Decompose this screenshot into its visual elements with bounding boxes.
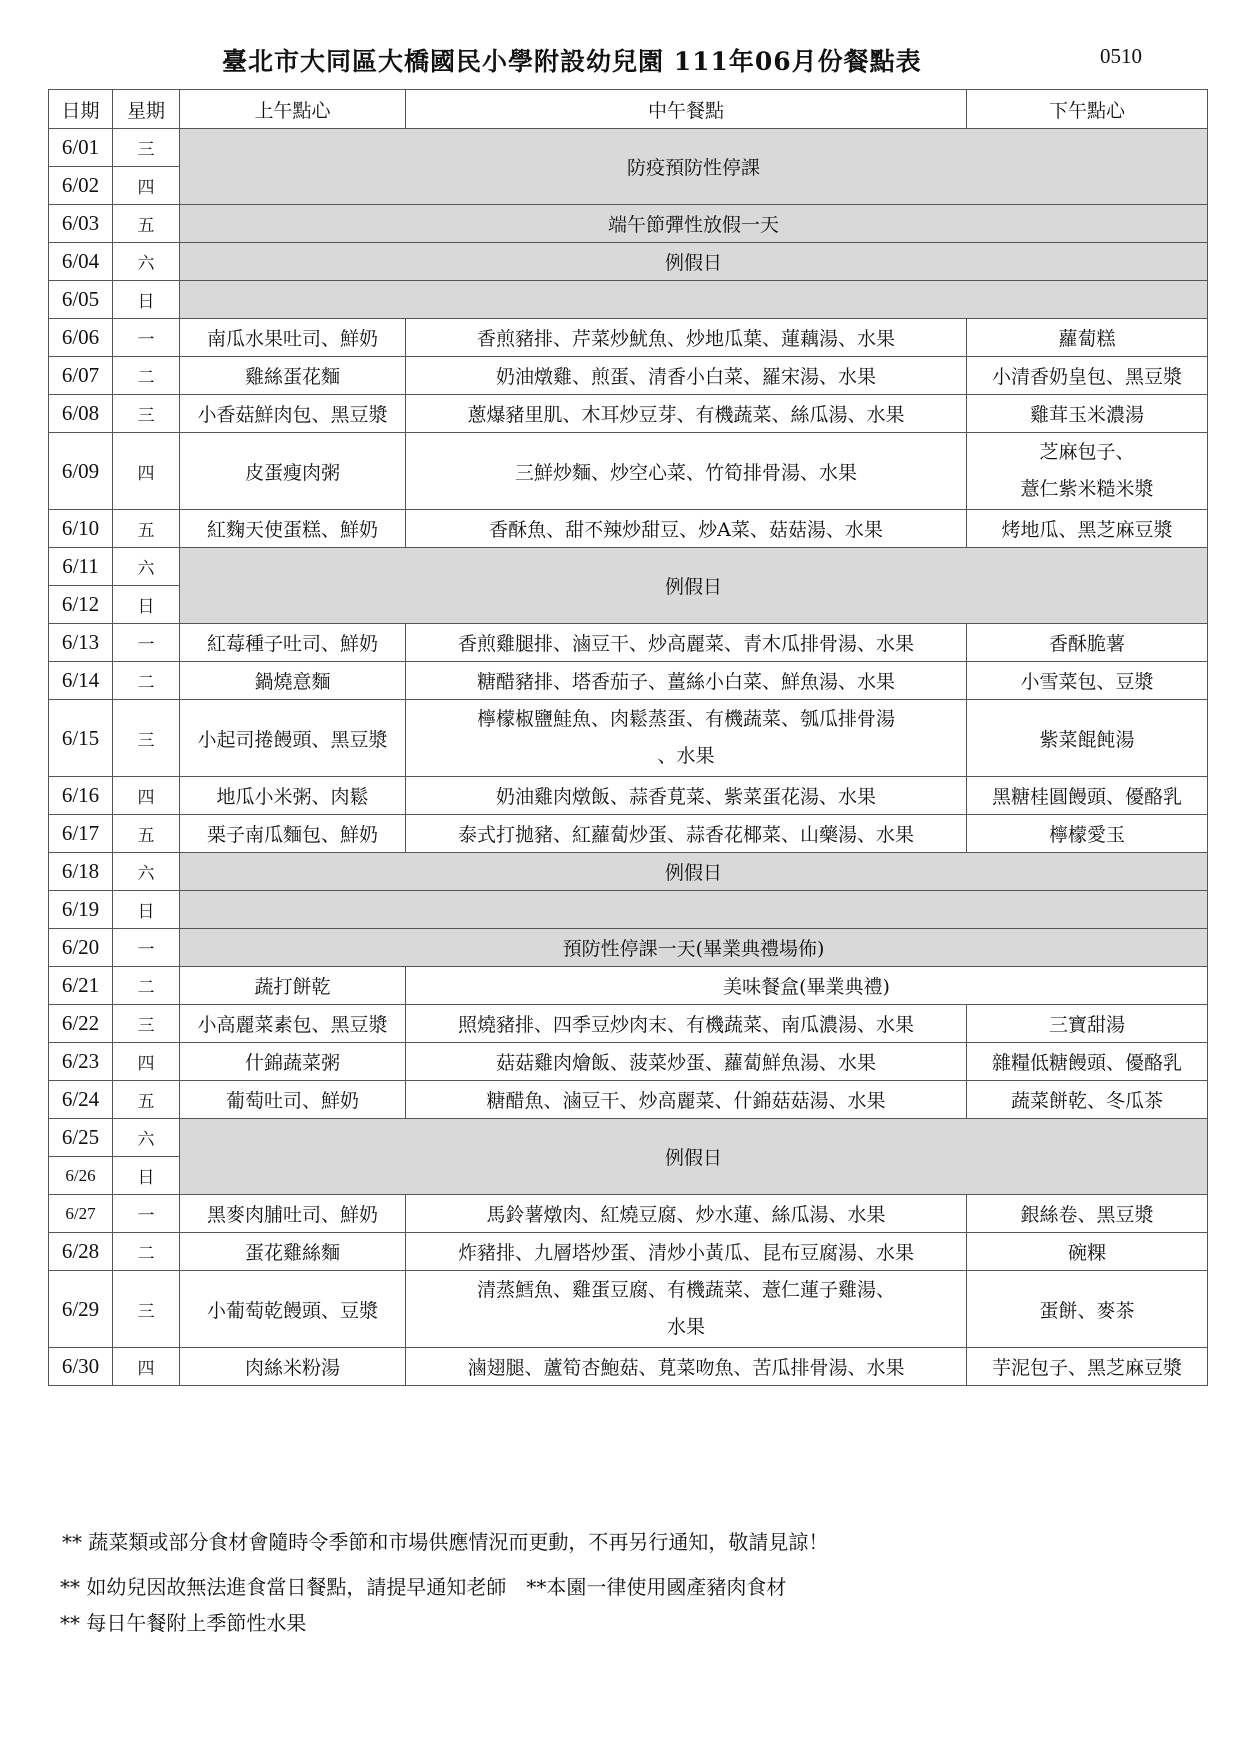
table-row xyxy=(49,853,1208,891)
weekday-cell: 四 xyxy=(113,167,180,205)
afternoon-line-1: 芝麻包子、 xyxy=(1039,441,1135,463)
morning-snack-cell: 地瓜小米粥、肉鬆 xyxy=(180,777,406,815)
weekday-cell: 三 xyxy=(113,129,180,167)
morning-snack-cell: 什錦蔬菜粥 xyxy=(180,1043,406,1081)
lunch-cell xyxy=(406,1271,967,1348)
weekday-cell: 二 xyxy=(113,662,180,700)
weekday-cell: 三 xyxy=(113,1005,180,1043)
morning-snack-cell: 鍋燒意麵 xyxy=(180,662,406,700)
date-cell: 6/10 xyxy=(49,510,113,548)
weekday-cell: 一 xyxy=(113,1195,180,1233)
table-row xyxy=(49,1081,1208,1119)
lunch-cell: 照燒豬排、四季豆炒肉末、有機蔬菜、南瓜濃湯、水果 xyxy=(406,1005,967,1043)
weekday-cell: 二 xyxy=(113,967,180,1005)
lunch-cell: 蔥爆豬里肌、木耳炒豆芽、有機蔬菜、絲瓜湯、水果 xyxy=(406,395,967,433)
closure-cell: 預防性停課一天(畢業典禮場佈) xyxy=(180,929,1208,967)
afternoon-snack-cell: 芋泥包子、黑芝麻豆漿 xyxy=(967,1348,1208,1386)
weekday-cell: 二 xyxy=(113,1233,180,1271)
col-header-morning-snack: 上午點心 xyxy=(180,90,406,129)
weekday-cell: 六 xyxy=(113,1119,180,1157)
afternoon-line-2: 薏仁紫米糙米漿 xyxy=(1020,478,1154,500)
weekday-cell: 五 xyxy=(113,815,180,853)
afternoon-snack-cell: 雞茸玉米濃湯 xyxy=(967,395,1208,433)
date-cell: 6/19 xyxy=(49,891,113,929)
weekday-cell: 三 xyxy=(113,700,180,777)
date-cell: 6/25 xyxy=(49,1119,113,1157)
lunch-line-2: 、水果 xyxy=(657,745,715,767)
afternoon-snack-cell: 烤地瓜、黑芝麻豆漿 xyxy=(967,510,1208,548)
weekday-cell: 六 xyxy=(113,548,180,586)
date-cell: 6/14 xyxy=(49,662,113,700)
morning-snack-cell: 小高麗菜素包、黑豆漿 xyxy=(180,1005,406,1043)
weekday-cell: 六 xyxy=(113,243,180,281)
col-header-date: 日期 xyxy=(49,90,113,129)
table-row xyxy=(49,319,1208,357)
date-cell: 6/05 xyxy=(49,281,113,319)
date-cell: 6/20 xyxy=(49,929,113,967)
afternoon-snack-cell: 碗粿 xyxy=(967,1233,1208,1271)
lunch-line-1: 清蒸鱈魚、雞蛋豆腐、有機蔬菜、薏仁蓮子雞湯、 xyxy=(476,1279,895,1301)
table-row xyxy=(49,891,1208,929)
lunch-cell: 泰式打拋豬、紅蘿蔔炒蛋、蒜香花椰菜、山藥湯、水果 xyxy=(406,815,967,853)
lunch-cell: 炸豬排、九層塔炒蛋、清炒小黃瓜、昆布豆腐湯、水果 xyxy=(406,1233,967,1271)
table-row xyxy=(49,1233,1208,1271)
morning-snack-cell: 蛋花雞絲麵 xyxy=(180,1233,406,1271)
menu-title: 臺北市大同區大橋國民小學附設幼兒園 111年06月份餐點表 xyxy=(222,47,922,76)
weekday-cell: 一 xyxy=(113,624,180,662)
lunch-cell xyxy=(406,700,967,777)
weekday-cell: 日 xyxy=(113,1157,180,1195)
date-cell: 6/30 xyxy=(49,1348,113,1386)
afternoon-snack-cell: 小雪菜包、豆漿 xyxy=(967,662,1208,700)
date-cell: 6/08 xyxy=(49,395,113,433)
date-cell: 6/01 xyxy=(49,129,113,167)
lunch-cell: 滷翅腿、蘆筍杏鮑菇、莧菜吻魚、苦瓜排骨湯、水果 xyxy=(406,1348,967,1386)
morning-snack-cell: 紅麴天使蛋糕、鮮奶 xyxy=(180,510,406,548)
weekday-cell: 三 xyxy=(113,1271,180,1348)
date-cell: 6/07 xyxy=(49,357,113,395)
date-cell: 6/28 xyxy=(49,1233,113,1271)
note-seasonal-changes: ** 蔬菜類或部分食材會隨時令季節和市場供應情況而更動，不再另行通知，敬請見諒！ xyxy=(62,1530,829,1554)
table-row xyxy=(49,1348,1208,1386)
col-header-afternoon-snack: 下午點心 xyxy=(967,90,1208,129)
closure-cell: 端午節彈性放假一天 xyxy=(180,205,1208,243)
weekday-cell: 日 xyxy=(113,891,180,929)
morning-snack-cell: 栗子南瓜麵包、鮮奶 xyxy=(180,815,406,853)
afternoon-snack-cell xyxy=(967,433,1208,510)
afternoon-snack-cell: 紫菜餛飩湯 xyxy=(967,700,1208,777)
morning-snack-cell: 葡萄吐司、鮮奶 xyxy=(180,1081,406,1119)
afternoon-snack-cell: 小清香奶皇包、黑豆漿 xyxy=(967,357,1208,395)
weekday-cell: 四 xyxy=(113,777,180,815)
date-cell: 6/13 xyxy=(49,624,113,662)
closure-cell: 例假日 xyxy=(180,853,1208,891)
morning-snack-cell: 小葡萄乾饅頭、豆漿 xyxy=(180,1271,406,1348)
lunch-cell: 美味餐盒(畢業典禮) xyxy=(406,967,1208,1005)
weekday-cell: 五 xyxy=(113,510,180,548)
date-cell: 6/18 xyxy=(49,853,113,891)
afternoon-snack-cell: 蘿蔔糕 xyxy=(967,319,1208,357)
weekday-cell: 二 xyxy=(113,357,180,395)
document-code: 0510 xyxy=(1100,44,1142,68)
table-row xyxy=(49,1043,1208,1081)
weekday-cell: 五 xyxy=(113,1081,180,1119)
morning-snack-cell: 皮蛋瘦肉粥 xyxy=(180,433,406,510)
table-row xyxy=(49,662,1208,700)
afternoon-snack-cell: 三寶甜湯 xyxy=(967,1005,1208,1043)
weekday-cell: 日 xyxy=(113,281,180,319)
table-row xyxy=(49,1005,1208,1043)
morning-snack-cell: 南瓜水果吐司、鮮奶 xyxy=(180,319,406,357)
afternoon-snack-cell: 檸檬愛玉 xyxy=(967,815,1208,853)
afternoon-snack-cell: 蔬菜餅乾、冬瓜茶 xyxy=(967,1081,1208,1119)
afternoon-snack-cell: 蛋餅、麥茶 xyxy=(967,1271,1208,1348)
morning-snack-cell: 小香菇鮮肉包、黑豆漿 xyxy=(180,395,406,433)
table-row xyxy=(49,624,1208,662)
closure-cell: 防疫預防性停課 xyxy=(180,129,1208,205)
weekday-cell: 三 xyxy=(113,395,180,433)
table-row xyxy=(49,967,1208,1005)
weekday-cell: 四 xyxy=(113,1348,180,1386)
date-cell: 6/02 xyxy=(49,167,113,205)
weekday-cell: 五 xyxy=(113,205,180,243)
table-row xyxy=(49,205,1208,243)
lunch-cell: 奶油雞肉燉飯、蒜香莧菜、紫菜蛋花湯、水果 xyxy=(406,777,967,815)
closure-cell: 例假日 xyxy=(180,243,1208,281)
weekday-cell: 一 xyxy=(113,319,180,357)
lunch-cell: 香煎豬排、芹菜炒魷魚、炒地瓜葉、蓮藕湯、水果 xyxy=(406,319,967,357)
morning-snack-cell: 黑麥肉脯吐司、鮮奶 xyxy=(180,1195,406,1233)
date-cell: 6/26 xyxy=(49,1157,113,1195)
table-row xyxy=(49,243,1208,281)
date-cell: 6/15 xyxy=(49,700,113,777)
morning-snack-cell: 肉絲米粉湯 xyxy=(180,1348,406,1386)
table-row xyxy=(49,929,1208,967)
table-row xyxy=(49,357,1208,395)
table-row xyxy=(49,433,1208,510)
date-cell: 6/21 xyxy=(49,967,113,1005)
col-header-lunch: 中午餐點 xyxy=(406,90,967,129)
afternoon-snack-cell: 雜糧低糖饅頭、優酪乳 xyxy=(967,1043,1208,1081)
table-row xyxy=(49,395,1208,433)
table-row xyxy=(49,815,1208,853)
table-row xyxy=(49,1195,1208,1233)
lunch-cell: 香酥魚、甜不辣炒甜豆、炒A菜、菇菇湯、水果 xyxy=(406,510,967,548)
note-notify-teacher: ** 如幼兒因故無法進食當日餐點，請提早通知老師 **本園一律使用國產豬肉食材 xyxy=(60,1575,787,1599)
weekday-cell: 四 xyxy=(113,1043,180,1081)
morning-snack-cell: 蔬打餅乾 xyxy=(180,967,406,1005)
date-cell: 6/22 xyxy=(49,1005,113,1043)
morning-snack-cell: 紅莓種子吐司、鮮奶 xyxy=(180,624,406,662)
table-row xyxy=(49,129,1208,167)
table-row xyxy=(49,1271,1208,1348)
date-cell: 6/04 xyxy=(49,243,113,281)
date-cell: 6/24 xyxy=(49,1081,113,1119)
lunch-line-1: 檸檬椒鹽鮭魚、肉鬆蒸蛋、有機蔬菜、瓠瓜排骨湯 xyxy=(476,708,895,730)
weekday-cell: 六 xyxy=(113,853,180,891)
date-cell: 6/11 xyxy=(49,548,113,586)
date-cell: 6/06 xyxy=(49,319,113,357)
closure-cell-empty xyxy=(180,281,1208,319)
lunch-line-2: 水果 xyxy=(666,1316,705,1338)
table-row xyxy=(49,510,1208,548)
afternoon-snack-cell: 黑糖桂圓饅頭、優酪乳 xyxy=(967,777,1208,815)
table-row xyxy=(49,281,1208,319)
date-cell: 6/23 xyxy=(49,1043,113,1081)
closure-cell-empty xyxy=(180,891,1208,929)
closure-cell: 例假日 xyxy=(180,1119,1208,1195)
meal-schedule-table xyxy=(48,89,1208,1386)
weekday-cell: 四 xyxy=(113,433,180,510)
lunch-cell: 菇菇雞肉燴飯、菠菜炒蛋、蘿蔔鮮魚湯、水果 xyxy=(406,1043,967,1081)
weekday-cell: 日 xyxy=(113,586,180,624)
table-row xyxy=(49,777,1208,815)
date-cell: 6/12 xyxy=(49,586,113,624)
morning-snack-cell: 雞絲蛋花麵 xyxy=(180,357,406,395)
closure-cell: 例假日 xyxy=(180,548,1208,624)
note-seasonal-fruit: ** 每日午餐附上季節性水果 xyxy=(60,1611,307,1635)
table-header-row xyxy=(49,90,1208,129)
afternoon-snack-cell: 香酥脆薯 xyxy=(967,624,1208,662)
afternoon-snack-cell: 銀絲卷、黑豆漿 xyxy=(967,1195,1208,1233)
date-cell: 6/16 xyxy=(49,777,113,815)
table-row xyxy=(49,1119,1208,1157)
lunch-cell: 香煎雞腿排、滷豆干、炒高麗菜、青木瓜排骨湯、水果 xyxy=(406,624,967,662)
lunch-cell: 奶油燉雞、煎蛋、清香小白菜、羅宋湯、水果 xyxy=(406,357,967,395)
date-cell: 6/09 xyxy=(49,433,113,510)
date-cell: 6/27 xyxy=(49,1195,113,1233)
date-cell: 6/29 xyxy=(49,1271,113,1348)
lunch-cell: 馬鈴薯燉肉、紅燒豆腐、炒水蓮、絲瓜湯、水果 xyxy=(406,1195,967,1233)
date-cell: 6/17 xyxy=(49,815,113,853)
morning-snack-cell: 小起司捲饅頭、黑豆漿 xyxy=(180,700,406,777)
table-row xyxy=(49,548,1208,586)
col-header-weekday: 星期 xyxy=(113,90,180,129)
lunch-cell: 糖醋魚、滷豆干、炒高麗菜、什錦菇菇湯、水果 xyxy=(406,1081,967,1119)
table-row xyxy=(49,700,1208,777)
lunch-cell: 三鮮炒麵、炒空心菜、竹筍排骨湯、水果 xyxy=(406,433,967,510)
date-cell: 6/03 xyxy=(49,205,113,243)
weekday-cell: 一 xyxy=(113,929,180,967)
lunch-cell: 糖醋豬排、塔香茄子、薑絲小白菜、鮮魚湯、水果 xyxy=(406,662,967,700)
